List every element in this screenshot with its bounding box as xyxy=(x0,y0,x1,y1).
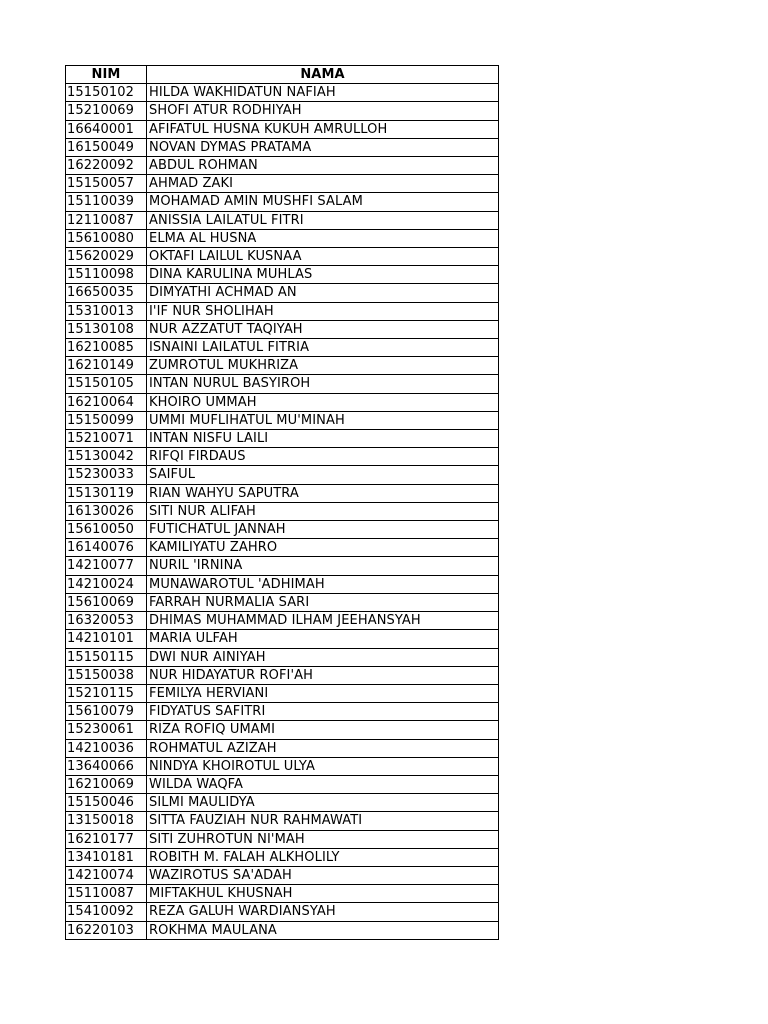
table-row xyxy=(66,539,499,557)
table-row xyxy=(66,393,499,411)
table-row xyxy=(66,411,499,429)
nim-cell: 13410181 xyxy=(66,848,147,866)
nim-cell: 15130108 xyxy=(66,320,147,338)
nim-cell: 15210071 xyxy=(66,430,147,448)
table-row xyxy=(66,830,499,848)
nama-cell: DHIMAS MUHAMMAD ILHAM JEEHANSYAH xyxy=(147,612,499,630)
nim-cell: 15210115 xyxy=(66,684,147,702)
nim-cell: 12110087 xyxy=(66,211,147,229)
nim-cell: 16150049 xyxy=(66,138,147,156)
nim-column-header: NIM xyxy=(66,66,147,84)
nama-cell: KHOIRO UMMAH xyxy=(147,393,499,411)
nama-cell: FARRAH NURMALIA SARI xyxy=(147,593,499,611)
nim-cell: 15610079 xyxy=(66,703,147,721)
nama-cell: FIDYATUS SAFITRI xyxy=(147,703,499,721)
table-row xyxy=(66,375,499,393)
table-row xyxy=(66,120,499,138)
nama-cell: ROKHMA MAULANA xyxy=(147,921,499,939)
nim-cell: 16210064 xyxy=(66,393,147,411)
table-row xyxy=(66,266,499,284)
nama-cell: SHOFI ATUR RODHIYAH xyxy=(147,102,499,120)
nama-cell: UMMI MUFLIHATUL MU'MINAH xyxy=(147,411,499,429)
nama-cell: SILMI MAULIDYA xyxy=(147,794,499,812)
table-row xyxy=(66,466,499,484)
table-row xyxy=(66,448,499,466)
nama-cell: OKTAFI LAILUL KUSNAA xyxy=(147,248,499,266)
nama-cell: FUTICHATUL JANNAH xyxy=(147,521,499,539)
nim-cell: 15110087 xyxy=(66,885,147,903)
nama-cell: ROBITH M. FALAH ALKHOLILY xyxy=(147,848,499,866)
nama-cell: NUR HIDAYATUR ROFI'AH xyxy=(147,666,499,684)
nama-cell: RIZA ROFIQ UMAMI xyxy=(147,721,499,739)
table-row xyxy=(66,357,499,375)
table-row xyxy=(66,157,499,175)
nama-cell: SITTA FAUZIAH NUR RAHMAWATI xyxy=(147,812,499,830)
table-row xyxy=(66,593,499,611)
table-row xyxy=(66,921,499,939)
table-row xyxy=(66,575,499,593)
table-row xyxy=(66,102,499,120)
nama-cell: INTAN NISFU LAILI xyxy=(147,430,499,448)
nim-cell: 16140076 xyxy=(66,539,147,557)
table-row xyxy=(66,703,499,721)
table-row xyxy=(66,666,499,684)
nama-cell: AHMAD ZAKI xyxy=(147,175,499,193)
table-row xyxy=(66,284,499,302)
nim-cell: 15150105 xyxy=(66,375,147,393)
table-row xyxy=(66,812,499,830)
nama-cell: RIAN WAHYU SAPUTRA xyxy=(147,484,499,502)
nama-cell: REZA GALUH WARDIANSYAH xyxy=(147,903,499,921)
nama-cell: NUR AZZATUT TAQIYAH xyxy=(147,320,499,338)
table-row xyxy=(66,866,499,884)
table-row xyxy=(66,339,499,357)
nim-cell: 15150099 xyxy=(66,411,147,429)
nim-cell: 15410092 xyxy=(66,903,147,921)
table-row xyxy=(66,193,499,211)
nim-cell: 16210177 xyxy=(66,830,147,848)
nim-cell: 15110039 xyxy=(66,193,147,211)
nim-cell: 13150018 xyxy=(66,812,147,830)
nama-cell: ZUMROTUL MUKHRIZA xyxy=(147,357,499,375)
table-row xyxy=(66,903,499,921)
nama-cell: MUNAWAROTUL 'ADHIMAH xyxy=(147,575,499,593)
table-row xyxy=(66,175,499,193)
nim-cell: 14210074 xyxy=(66,866,147,884)
nim-cell: 14210024 xyxy=(66,575,147,593)
nim-cell: 15230061 xyxy=(66,721,147,739)
nim-cell: 15150038 xyxy=(66,666,147,684)
nama-cell: SITI ZUHROTUN NI'MAH xyxy=(147,830,499,848)
nim-cell: 14210101 xyxy=(66,630,147,648)
nim-cell: 15610069 xyxy=(66,593,147,611)
nama-cell: KAMILIYATU ZAHRO xyxy=(147,539,499,557)
nama-cell: I'IF NUR SHOLIHAH xyxy=(147,302,499,320)
table-row xyxy=(66,320,499,338)
nama-cell: INTAN NURUL BASYIROH xyxy=(147,375,499,393)
nama-cell: HILDA WAKHIDATUN NAFIAH xyxy=(147,84,499,102)
nim-cell: 16210069 xyxy=(66,775,147,793)
nim-cell: 15150057 xyxy=(66,175,147,193)
table-row xyxy=(66,430,499,448)
student-table xyxy=(65,65,499,940)
nim-cell: 15110098 xyxy=(66,266,147,284)
table-row xyxy=(66,521,499,539)
table-row xyxy=(66,484,499,502)
nim-cell: 15610050 xyxy=(66,521,147,539)
table-row xyxy=(66,794,499,812)
nama-cell: ELMA AL HUSNA xyxy=(147,229,499,247)
nim-cell: 16220092 xyxy=(66,157,147,175)
table-header-row xyxy=(66,66,499,84)
nim-cell: 16130026 xyxy=(66,502,147,520)
nama-cell: SITI NUR ALIFAH xyxy=(147,502,499,520)
table-row xyxy=(66,739,499,757)
table-row xyxy=(66,229,499,247)
nama-cell: MOHAMAD AMIN MUSHFI SALAM xyxy=(147,193,499,211)
nim-cell: 15210069 xyxy=(66,102,147,120)
nama-cell: WAZIROTUS SA'ADAH xyxy=(147,866,499,884)
nim-cell: 16320053 xyxy=(66,612,147,630)
nim-cell: 16210085 xyxy=(66,339,147,357)
nama-cell: DIMYATHI ACHMAD AN xyxy=(147,284,499,302)
table-row xyxy=(66,885,499,903)
nama-cell: NURIL 'IRNINA xyxy=(147,557,499,575)
nim-cell: 15130042 xyxy=(66,448,147,466)
table-row xyxy=(66,775,499,793)
nama-cell: ANISSIA LAILATUL FITRI xyxy=(147,211,499,229)
table-row xyxy=(66,630,499,648)
table-row xyxy=(66,557,499,575)
table-row xyxy=(66,138,499,156)
nama-cell: ABDUL ROHMAN xyxy=(147,157,499,175)
table-row xyxy=(66,648,499,666)
table-row xyxy=(66,84,499,102)
nama-cell: NOVAN DYMAS PRATAMA xyxy=(147,138,499,156)
nama-cell: WILDA WAQFA xyxy=(147,775,499,793)
nama-cell: DWI NUR AINIYAH xyxy=(147,648,499,666)
nama-cell: FEMILYA HERVIANI xyxy=(147,684,499,702)
table-row xyxy=(66,502,499,520)
nama-cell: ROHMATUL AZIZAH xyxy=(147,739,499,757)
table-row xyxy=(66,211,499,229)
table-row xyxy=(66,248,499,266)
nama-cell: RIFQI FIRDAUS xyxy=(147,448,499,466)
nama-cell: MIFTAKHUL KHUSNAH xyxy=(147,885,499,903)
nim-cell: 14210077 xyxy=(66,557,147,575)
nim-cell: 14210036 xyxy=(66,739,147,757)
nama-cell: NINDYA KHOIROTUL ULYA xyxy=(147,757,499,775)
nim-cell: 16220103 xyxy=(66,921,147,939)
table-row xyxy=(66,721,499,739)
nim-cell: 15150102 xyxy=(66,84,147,102)
nim-cell: 15230033 xyxy=(66,466,147,484)
table-body xyxy=(66,84,499,940)
nim-cell: 15130119 xyxy=(66,484,147,502)
table-row xyxy=(66,757,499,775)
nim-cell: 16640001 xyxy=(66,120,147,138)
table-row xyxy=(66,302,499,320)
nim-cell: 13640066 xyxy=(66,757,147,775)
student-list-sheet xyxy=(65,65,498,940)
nama-cell: AFIFATUL HUSNA KUKUH AMRULLOH xyxy=(147,120,499,138)
nama-cell: ISNAINI LAILATUL FITRIA xyxy=(147,339,499,357)
nama-cell: DINA KARULINA MUHLAS xyxy=(147,266,499,284)
table-row xyxy=(66,848,499,866)
table-row xyxy=(66,684,499,702)
nim-cell: 15610080 xyxy=(66,229,147,247)
nim-cell: 15620029 xyxy=(66,248,147,266)
nim-cell: 16650035 xyxy=(66,284,147,302)
nama-cell: SAIFUL xyxy=(147,466,499,484)
nim-cell: 15150115 xyxy=(66,648,147,666)
nim-cell: 16210149 xyxy=(66,357,147,375)
table-row xyxy=(66,612,499,630)
nama-cell: MARIA ULFAH xyxy=(147,630,499,648)
nim-cell: 15310013 xyxy=(66,302,147,320)
nim-cell: 15150046 xyxy=(66,794,147,812)
nama-column-header: NAMA xyxy=(147,66,499,84)
